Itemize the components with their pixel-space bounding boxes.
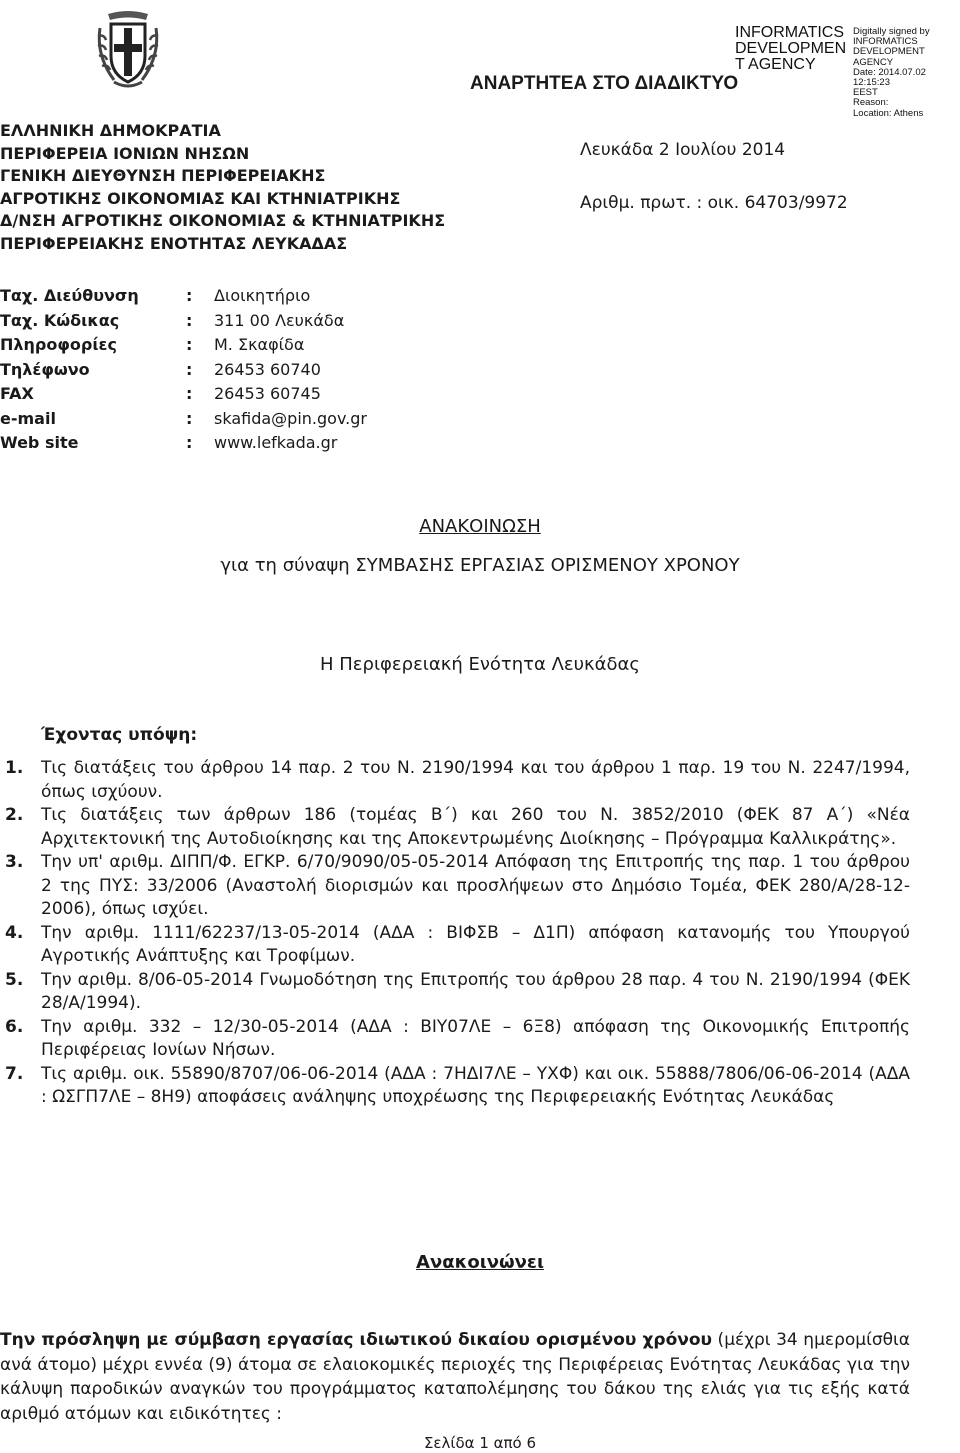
document-subtitle: για τη σύναψη ΣΥΜΒΑΣΗΣ ΕΡΓΑΣΙΑΣ ΟΡΙΣΜΕΝΟΥ ΧΡΟΝΟΥ bbox=[220, 555, 740, 576]
item-text: Την αριθμ. 332 – 12/30-05-2014 (ΑΔΑ : ΒΙΥ07ΛΕ – 6Ξ8) απόφαση της Οικονομικής Επιτροπής Περιφέρειας Ιονίων Νήσων. bbox=[41, 1016, 910, 1060]
contact-colon: : bbox=[186, 384, 193, 403]
signature-detail: INFORMATICS bbox=[853, 36, 918, 48]
item-text: Την αριθμ. 1111/62237/13-05-2014 (ΑΔΑ : ΒΙΦΣΒ – Δ1Π) απόφαση κατανομής του Υπουργού Αγροτικής Ανάπτυξης και Τροφίμων. bbox=[41, 922, 910, 966]
item-number: 4. bbox=[5, 922, 24, 943]
protocol-number: Αριθμ. πρωτ. : οικ. 64703/9972 bbox=[580, 193, 848, 213]
signature-detail: Digitally signed by bbox=[853, 26, 930, 37]
contact-label: Ταχ. Διεύθυνση bbox=[0, 286, 139, 305]
announces-heading: Ανακοινώνει bbox=[416, 1252, 544, 1273]
signature-details bbox=[853, 27, 960, 119]
list-item bbox=[5, 757, 910, 804]
signature-detail: Date: 2014.07.02 12:15:23 bbox=[853, 66, 926, 89]
document-title: ΑΝΑΚΟΙΝΩΣΗ bbox=[419, 516, 541, 537]
item-number: 5. bbox=[5, 969, 24, 990]
item-text: Τις αριθμ. οικ. 55890/8707/06-06-2014 (ΑΔΑ : 7ΗΔΙ7ΛΕ – ΥΧΦ) και οικ. 55888/7806/06-06-2014 (ΑΔΑ : ΩΣΓΠ7ΛΕ – 8Η9) αποφάσεις ανάληψης υποχρέωσης της Περιφερειακής Ενότητας Λευκάδας bbox=[41, 1063, 910, 1107]
authority-line: ΓΕΝΙΚΗ ΔΙΕΥΘΥΝΣΗ ΠΕΡΙΦΕΡΕΙΑΚΗΣ bbox=[0, 166, 326, 185]
contact-colon: : bbox=[186, 286, 193, 305]
date-protocol-block bbox=[580, 124, 848, 230]
contact-label: FAX bbox=[0, 384, 34, 403]
page-footer: Σελίδα 1 από 6 bbox=[423, 1434, 537, 1452]
contact-value: Διοικητήριο bbox=[214, 286, 311, 305]
contact-value: Μ. Σκαφίδα bbox=[214, 335, 305, 354]
contact-label: Web site bbox=[0, 433, 79, 452]
item-text: Τις διατάξεις των άρθρων 186 (τομέας Β΄) και 260 του Ν. 3852/2010 (ΦΕΚ 87 Α΄) «Νέα Αρχιτεκτονική της Αυτοδιοίκησης και της Αποκεντρωμένης Διοίκησης – Πρόγραμμα Καλλικράτης». bbox=[41, 805, 910, 849]
publish-notice: ΑΝΑΡΤΗΤΕΑ ΣΤΟ ΔΙΑΔΙΚΤΥΟ bbox=[470, 73, 739, 94]
list-item bbox=[5, 969, 910, 1016]
signature-detail: DEVELOPMENT AGENCY bbox=[853, 46, 925, 68]
document-date: Λευκάδα 2 Ιουλίου 2014 bbox=[580, 140, 786, 160]
considering-heading: Έχοντας υπόψη: bbox=[41, 725, 198, 745]
list-item bbox=[5, 1063, 910, 1110]
item-text: Τις διατάξεις του άρθρου 14 παρ. 2 του Ν. 2190/1994 και του άρθρου 1 παρ. 19 του Ν. 2247/1994, όπως ισχύουν. bbox=[41, 758, 910, 802]
hiring-details: (μέχρι 34 ημερομίσθια ανά άτομο) μέχρι εννέα (9) άτομα σε ελαιοκομικές περιοχές της Περιφέρειας Ενότητας Λευκάδας για την κάλυψη παροδικών αναγκών του προγράμματος καταπολέμησης του δάκου της ελιάς για τις εξής κατά αριθμό ατόμων και ειδικότητες : bbox=[0, 1330, 910, 1424]
list-item bbox=[5, 804, 910, 851]
contact-label: Ταχ. Κώδικας bbox=[0, 310, 120, 330]
signature-detail: Location: Athens bbox=[853, 107, 924, 119]
hiring-paragraph bbox=[0, 1328, 910, 1426]
signature-line: T AGENCY bbox=[735, 56, 816, 73]
signature-line: DEVELOPMEN bbox=[735, 40, 847, 57]
contact-email[interactable]: skafida@pin.gov.gr bbox=[214, 408, 367, 428]
signature-detail: EEST bbox=[853, 87, 878, 99]
contact-colon: : bbox=[186, 433, 193, 452]
signature-detail: Reason: bbox=[853, 97, 889, 109]
issuer-line: Η Περιφερειακή Ενότητα Λευκάδας bbox=[320, 654, 640, 675]
item-text: Την υπ' αριθμ. ΔΙΠΠ/Φ. ΕΓΚΡ. 6/70/9090/05-05-2014 Απόφαση της Επιτροπής της παρ. 1 του άρθρου 2 της ΠΥΣ: 33/2006 (Αναστολή διορισμών και προσλήψεων στο Δημόσιο Τομέα, ΦΕΚ 280/Α/28-12-2006), όπως ισχύει. bbox=[41, 852, 910, 919]
considerations-list bbox=[5, 757, 910, 1110]
signature-org-name bbox=[735, 25, 846, 73]
contact-row bbox=[0, 407, 367, 432]
contact-value: 26453 60745 bbox=[214, 384, 321, 403]
authority-line: ΠΕΡΙΦΕΡΕΙΑ ΙΟΝΙΩΝ ΝΗΣΩΝ bbox=[0, 143, 250, 163]
contact-label: Πληροφορίες bbox=[0, 335, 117, 354]
list-item bbox=[5, 922, 910, 969]
signature-line: INFORMATICS bbox=[735, 24, 845, 41]
contact-row bbox=[0, 309, 367, 334]
contact-label: Τηλέφωνο bbox=[0, 359, 90, 379]
contact-value: 26453 60740 bbox=[214, 359, 321, 379]
contact-label: e-mail bbox=[0, 408, 56, 428]
list-item bbox=[5, 1016, 910, 1063]
authority-line: Δ/ΝΣΗ ΑΓΡΟΤΙΚΗΣ ΟΙΚΟΝΟΜΙΑΣ & ΚΤΗΝΙΑΤΡΙΚΗΣ bbox=[0, 211, 446, 230]
contact-details bbox=[0, 284, 367, 456]
contact-row bbox=[0, 284, 367, 309]
contact-colon: : bbox=[186, 310, 193, 330]
list-item bbox=[5, 851, 910, 922]
item-text: Την αριθμ. 8/06-05-2014 Γνωμοδότηση της Επιτροπής του άρθρου 28 παρ. 4 του Ν. 2190/1994 (ΦΕΚ 28/Α/1994). bbox=[41, 969, 910, 1013]
authority-line: ΕΛΛΗΝΙΚΗ ΔΗΜΟΚΡΑΤΙΑ bbox=[0, 121, 221, 140]
item-number: 3. bbox=[5, 852, 24, 872]
authority-line: ΠΕΡΙΦΕΡΕΙΑΚΗΣ ΕΝΟΤΗΤΑΣ ΛΕΥΚΑΔΑΣ bbox=[0, 233, 348, 253]
greek-emblem-icon bbox=[94, 6, 162, 90]
authority-line: ΑΓΡΟΤΙΚΗΣ ΟΙΚΟΝΟΜΙΑΣ ΚΑΙ ΚΤΗΝΙΑΤΡΙΚΗΣ bbox=[0, 188, 401, 208]
hiring-lead: Την πρόσληψη με σύμβαση εργασίας ιδιωτικού δικαίου ορισμένου χρόνου bbox=[0, 1330, 712, 1350]
contact-colon: : bbox=[186, 335, 193, 354]
contact-colon: : bbox=[186, 359, 193, 379]
contact-row bbox=[0, 431, 367, 456]
item-number: 1. bbox=[5, 758, 24, 778]
authority-header bbox=[0, 120, 445, 255]
contact-colon: : bbox=[186, 408, 193, 428]
contact-website[interactable]: www.lefkada.gr bbox=[214, 433, 338, 452]
item-number: 7. bbox=[5, 1063, 24, 1084]
item-number: 2. bbox=[5, 805, 24, 825]
contact-value: 311 00 Λευκάδα bbox=[214, 310, 345, 330]
contact-row bbox=[0, 382, 367, 407]
item-number: 6. bbox=[5, 1016, 24, 1037]
contact-row bbox=[0, 333, 367, 358]
contact-row bbox=[0, 358, 367, 383]
